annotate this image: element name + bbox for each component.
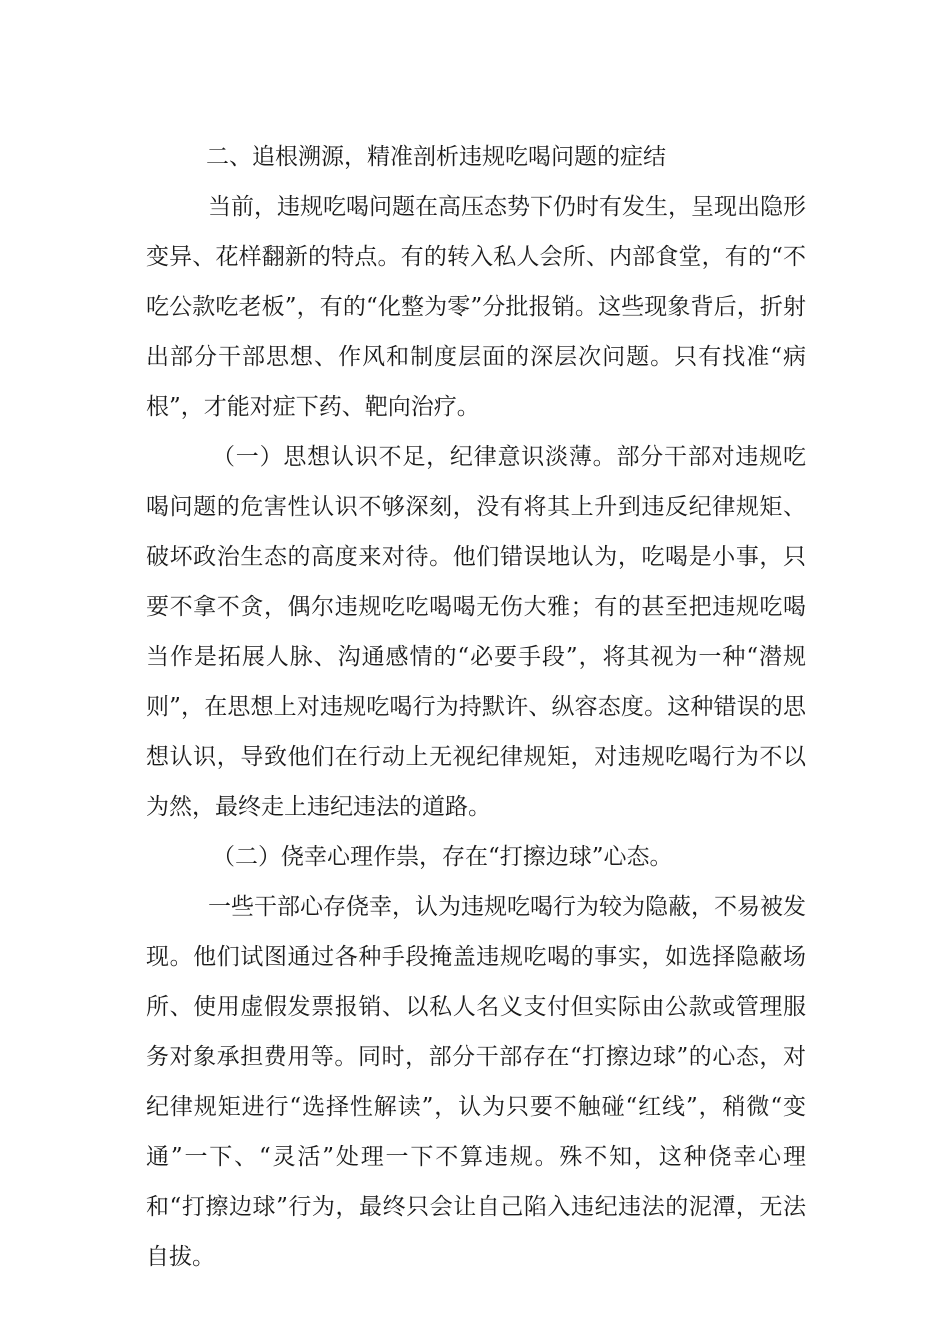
paragraph-intro: 当前，违规吃喝问题在高压态势下仍时有发生，呈现出隐形变异、花样翻新的特点。有的转入私人会所、内部食堂，有的“不吃公款吃老板”，有的“化整为零”分批报销。这些现象背后，折射出部分干部思想、作风和制度层面的深层次问题。只有找准“病根”，才能对症下药、靶向治疗。 [146, 194, 806, 420]
subheading-point-two: （二）侥幸心理作祟，存在“打擦边球”心态。 [212, 844, 673, 870]
paragraph-point-one: （一）思想认识不足，纪律意识淡薄。部分干部对违规吃喝问题的危害性认识不够深刻，没有将其上升到违反纪律规矩、破坏政治生态的高度来对待。他们错误地认为，吃喝是小事，只要不拿不贪，偶尔违规吃吃喝喝无伤大雅；有的甚至把违规吃喝当作是拓展人脉、沟通感情的“必要手段”，将其视为一种“潜规则”，在思想上对违规吃喝行为持默许、纵容态度。这种错误的思想认识，导致他们在行动上无视纪律规矩，对违规吃喝行为不以为然，最终走上违纪违法的道路。 [146, 444, 806, 820]
document-body [146, 132, 806, 1282]
paragraph-point-two: 一些干部心存侥幸，认为违规吃喝行为较为隐蔽，不易被发现。他们试图通过各种手段掩盖违规吃喝的事实，如选择隐蔽场所、使用虚假发票报销、以私人名义支付但实际由公款或管理服务对象承担费用等。同时，部分干部存在“打擦边球”的心态，对纪律规矩进行“选择性解读”，认为只要不触碰“红线”，稍微“变通”一下、“灵活”处理一下不算违规。殊不知，这种侥幸心理和“打擦边球”行为，最终只会让自己陷入违纪违法的泥潭，无法自拔。 [146, 894, 806, 1270]
section-heading: 二、追根溯源，精准剖析违规吃喝问题的症结 [206, 144, 666, 170]
